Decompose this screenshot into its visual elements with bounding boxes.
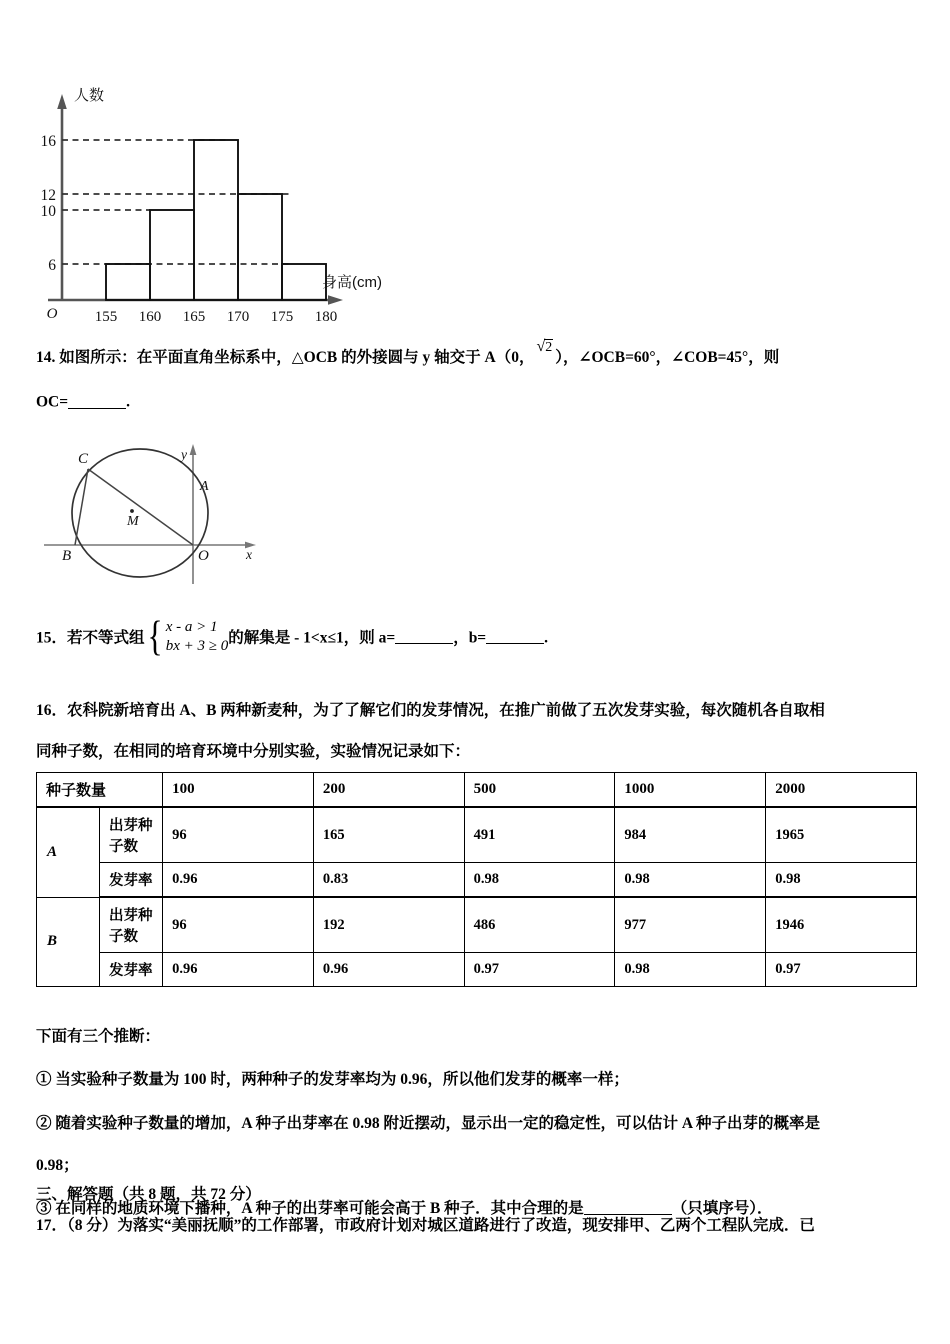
header-col-500: 500 [464,773,615,808]
cell-a-rate-100: 0.96 [163,863,314,898]
cell-a-rate-2000: 0.98 [766,863,917,898]
circle-diagram-svg [42,432,272,592]
inference-intro: 下面有三个推断： [36,1028,161,1045]
cell-b-rate-1000: 0.98 [615,953,766,987]
header-col-1000: 1000 [615,773,766,808]
inference-item-2-line-2: 0.98； [36,1157,79,1175]
seed-experiment-table [36,772,917,987]
y-tick-10: 10 [40,203,56,220]
cell-b-sprouted-100: 96 [163,897,314,953]
cell-b-sprouted-2000: 1946 [766,897,917,953]
y-axis-label: 人数 [74,87,105,104]
question-15-number: 15． [36,629,68,647]
center-point-m [130,509,134,513]
left-brace: { [147,613,163,660]
question-14 [36,338,916,412]
question-15-text-a: 若不等式组 [67,629,145,647]
x-axis-label: 身高(cm) [322,274,382,291]
label-o: O [198,548,209,564]
cell-a-sprouted-1000: 984 [615,807,766,863]
cell-b-sprouted-200: 192 [313,897,464,953]
x-axis-arrow [328,295,343,305]
chord-co [88,469,193,545]
question-14-number: 14. [36,349,56,366]
question-15-text-c: ，b= [453,629,487,647]
bar-160-165 [150,210,194,300]
inequality-row-1: x - a > 1 [165,619,218,635]
question-14-period: . [126,393,130,411]
histogram-svg [40,78,440,323]
cell-a-sprouted-100: 96 [163,807,314,863]
radical-body: 2 [545,340,553,355]
section-three [36,1183,926,1238]
question-15-text-b: 的解集是 - 1<x≤1，则 a= [228,629,396,647]
x-tick-160: 160 [138,309,162,323]
label-c: C [78,451,89,467]
cell-b-rate-100: 0.96 [163,953,314,987]
cell-b-sprouted-1000: 977 [615,897,766,953]
bar-155-160 [106,264,150,300]
question-14-text-a: 如图所示：在平面直角坐标系中， [59,349,292,366]
row-label-a-sprouted: 出芽种子数 [100,807,163,863]
label-y-axis: y [181,447,187,462]
group-label-b: B [37,897,100,987]
inference-item-3-text-a: ③ 在同样的地质环境下播种，A 种子的出芽率可能会高于 B 种子．其中合理的是 [36,1199,584,1217]
question-14-line-1 [36,338,916,367]
radical-sqrt2 [534,338,555,356]
row-label-b-sprouted: 出芽种子数 [100,897,163,953]
header-col-2000: 2000 [766,773,917,808]
diagram-y-arrow [190,444,197,455]
circle-diagram-figure [42,432,272,592]
row-label-a-rate: 发芽率 [100,863,163,898]
question-15 [36,613,916,660]
inference-item-2-line-1: ② 随着实验种子数量的增加，A 种子出芽率在 0.98 附近摆动，显示出一定的稳定性，可以估计 A 种子出芽的概率是 [36,1114,821,1132]
table-row [37,863,917,898]
cell-b-sprouted-500: 486 [464,897,615,953]
x-tick-170: 170 [226,309,250,323]
cell-a-rate-200: 0.83 [313,863,464,898]
label-b: B [62,548,72,564]
section-three-heading: 三、解答题（共 8 题，共 72 分） [36,1186,261,1203]
x-tick-165: 165 [182,309,206,323]
y-tick-16: 16 [40,133,56,150]
bar-175-180 [282,264,326,300]
histogram-figure [40,78,440,323]
radical-symbol: √ [536,338,546,355]
header-col-100: 100 [163,773,314,808]
origin-label: O [46,306,58,322]
cell-b-rate-500: 0.97 [464,953,615,987]
question-14-text-b: △OCB 的外接圆与 y 轴交于 A（0， [291,349,535,366]
inequality-row-2: bx + 3 ≥ 0 [165,637,229,654]
label-m: M [127,514,139,529]
question-14-oc-label: OC= [36,393,69,411]
table-header-row [37,773,917,808]
question-17: 17．（8 分）为落实“美丽抚顺”的工作部署，市政府计划对城区道路进行了改造，现安排甲、乙两个工程队完成．已 [36,1217,815,1235]
inequality-rows [166,618,229,656]
label-a: A [200,479,209,494]
x-tick-175: 175 [270,309,294,323]
question-15-text-d: . [544,629,549,647]
question-15-blank-a[interactable] [395,629,453,645]
cell-a-rate-500: 0.98 [464,863,615,898]
question-16-text-line1: 农科院新培育出 A、B 两种新麦种，为了了解它们的发芽情况，在推广前做了五次发芽实验，每次随机各自取相 [67,702,825,719]
cell-a-sprouted-500: 491 [464,807,615,863]
header-col-200: 200 [313,773,464,808]
x-tick-155: 155 [94,309,118,323]
x-tick-180: 180 [314,309,338,323]
group-label-a: A [37,807,100,897]
cell-a-sprouted-2000: 1965 [766,807,917,863]
inference-item-3-text-b: （只填序号）． [671,1199,773,1217]
question-16 [36,700,921,764]
y-tick-6: 6 [48,257,56,274]
question-14-text-c: ），∠OCB=60°，∠COB=45°，则 [555,349,780,366]
bar-170-175 [238,194,282,300]
question-16-line-2: 同种子数，在相同的培育环境中分别实验，实验情况记录如下： [36,743,471,761]
label-x-axis: x [246,547,252,562]
inference-item-1: ① 当实验种子数量为 100 时，两种种子的发芽率均为 0.96，所以他们发芽的概率一样； [36,1071,629,1089]
table-row [37,953,917,987]
table-row [37,807,917,863]
question-15-blank-b[interactable] [486,629,544,645]
row-label-b-rate: 发芽率 [100,953,163,987]
cell-b-rate-2000: 0.97 [766,953,917,987]
question-14-answer-blank[interactable] [68,393,126,409]
y-tick-12: 12 [40,187,56,204]
header-seed-quantity: 种子数量 [37,773,163,808]
table-row [37,897,917,953]
question-16-line-1 [36,700,921,722]
cell-a-sprouted-200: 165 [313,807,464,863]
question-16-number: 16． [36,702,68,719]
cell-a-rate-1000: 0.98 [615,863,766,898]
inequality-system [145,613,229,660]
bar-165-170 [194,140,238,300]
question-14-line-2 [36,393,916,412]
circumcircle [72,449,208,577]
y-axis-arrow [57,94,67,109]
cell-b-rate-200: 0.96 [313,953,464,987]
